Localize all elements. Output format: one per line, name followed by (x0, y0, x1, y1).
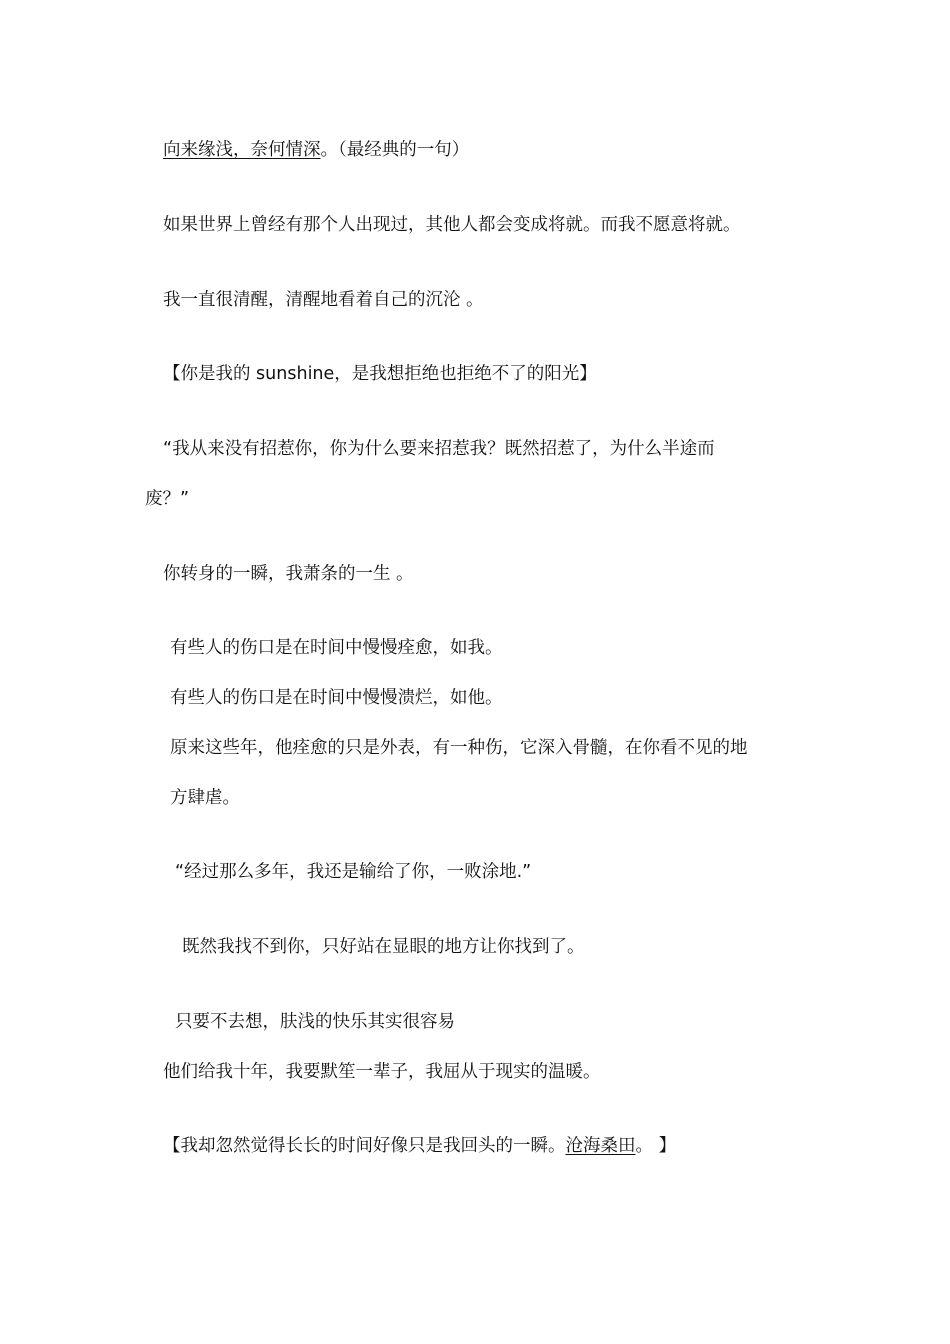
quote-line-3: 我一直很清醒，清醒地看着自己的沉沦 。 (163, 290, 484, 310)
quote-line-7d: 方肆虐。 (170, 788, 240, 808)
quote-line-6: 你转身的一瞬，我萧条的一生 。 (163, 564, 414, 584)
quote-line-7b: 有些人的伤口是在时间中慢慢溃烂，如他。 (170, 688, 503, 708)
quote-line-7a: 有些人的伤口是在时间中慢慢痊愈，如我。 (170, 638, 503, 658)
quote-line-2: 如果世界上曾经有那个人出现过，其他人都会变成将就。而我不愿意将就。 (163, 215, 741, 235)
underlined-phrase: 向来缘浅，奈何情深 (163, 140, 321, 160)
quote-line-4: 【你是我的 sunshine，是我想拒绝也拒绝不了的阳光】 (163, 364, 597, 384)
quote-line-5b: 废？” (145, 489, 190, 509)
quote-line-7c: 原来这些年，他痊愈的只是外表，有一种伤，它深入骨髓，在你看不见的地 (170, 738, 748, 758)
bracket-quote-start: 【我却忽然觉得长长的时间好像只是我回头的一瞬。 (163, 1136, 566, 1156)
quote-line-8: “经过那么多年，我还是输给了你，一败涂地.” (175, 862, 532, 882)
quote-line-1 (163, 138, 469, 162)
quote-line-9: 既然我找不到你，只好站在显眼的地方让你找到了。 (182, 937, 585, 957)
quote-line-10b: 他们给我十年，我要默笙一辈子，我屈从于现实的温暖。 (163, 1062, 601, 1082)
bracket-quote-end: 。 】 (635, 1136, 677, 1156)
quote-line-10a: 只要不去想，肤浅的快乐其实很容易 (175, 1012, 455, 1032)
quote-remark: 。（最经典的一句） (320, 140, 470, 160)
quote-line-11 (163, 1134, 676, 1158)
underlined-phrase: 沧海桑田 (565, 1136, 636, 1156)
quote-line-5a: “我从来没有招惹你，你为什么要来招惹我？既然招惹了，为什么半途而 (163, 439, 715, 459)
